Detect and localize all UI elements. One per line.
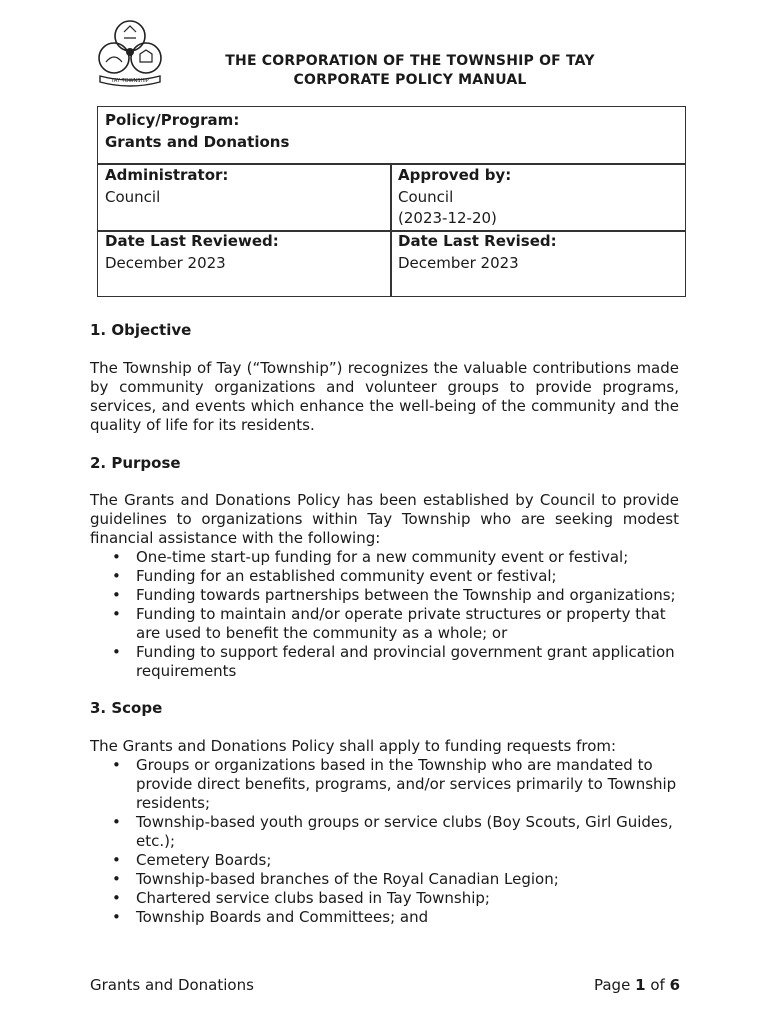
list-item: • Funding to support federal and provincial government grant application requirements <box>90 643 679 681</box>
page-prefix: Page <box>593 976 631 994</box>
header-title-line1: THE CORPORATION OF THE TOWNSHIP OF TAY <box>225 53 595 69</box>
objective-heading: 1. Objective <box>90 321 192 339</box>
approved-label: Approved by: <box>398 166 512 184</box>
purpose-bullet-list <box>90 548 679 681</box>
program-cell <box>105 110 289 153</box>
purpose-text: The Grants and Donations Policy has been established by Council to provide guidelines to organizations within Tay Township who are seeking modest financial assistance with the following: <box>90 491 679 547</box>
revised-value: December 2023 <box>398 253 519 272</box>
reviewed-cell <box>105 231 279 274</box>
program-label: Policy/Program: <box>105 111 240 129</box>
reviewed-value: December 2023 <box>105 253 226 272</box>
administrator-cell <box>105 165 228 208</box>
page-number <box>594 976 680 994</box>
footer-title: Grants and Donations <box>90 976 254 994</box>
policy-info-table <box>97 106 686 297</box>
list-item: • Township Boards and Committees; and <box>90 908 679 927</box>
list-item: • Township-based branches of the Royal Canadian Legion; <box>90 870 679 889</box>
list-item: • Groups or organizations based in the Township who are mandated to provide direct benefits, programs, and/or services primarily to Township residents; <box>90 756 679 813</box>
approved-cell <box>398 165 511 230</box>
administrator-value: Council <box>105 187 161 206</box>
list-item: • One-time start-up funding for a new community event or festival; <box>90 548 679 567</box>
list-item: • Funding to maintain and/or operate private structures or property that are used to benefit the community as a whole; or <box>90 605 679 643</box>
purpose-heading: 2. Purpose <box>90 454 181 472</box>
reviewed-label: Date Last Reviewed: <box>105 232 279 250</box>
page-total: 6 <box>669 976 680 994</box>
objective-text: The Township of Tay (“Township”) recognizes the valuable contributions made by community organizations and volunteer groups to provide programs, services, and events which enhance the well-being of the community and the quality of life for its residents. <box>90 359 679 434</box>
revised-cell <box>398 231 557 274</box>
list-item: • Funding for an established community event or festival; <box>90 567 679 586</box>
logo-text: TAY TOWNSHIP <box>111 78 149 84</box>
administrator-label: Administrator: <box>105 166 229 184</box>
scope-text: The Grants and Donations Policy shall apply to funding requests from: <box>90 737 617 755</box>
list-item: • Township-based youth groups or service clubs (Boy Scouts, Girl Guides, etc.); <box>90 813 679 851</box>
page-current: 1 <box>635 976 646 994</box>
scope-bullet-list <box>90 756 679 927</box>
table-column-divider <box>390 164 392 296</box>
page-of: of <box>650 976 665 994</box>
header-title-line2: CORPORATE POLICY MANUAL <box>293 72 527 88</box>
approved-value: Council <box>398 187 454 206</box>
revised-label: Date Last Revised: <box>398 232 557 250</box>
list-item: • Funding towards partnerships between the Township and organizations; <box>90 586 679 605</box>
list-item: • Chartered service clubs based in Tay Township; <box>90 889 679 908</box>
scope-heading: 3. Scope <box>90 699 163 717</box>
township-logo <box>94 18 166 92</box>
list-item: • Cemetery Boards; <box>90 851 679 870</box>
program-value: Grants and Donations <box>105 132 290 151</box>
approved-date: (2023-12-20) <box>398 209 497 227</box>
